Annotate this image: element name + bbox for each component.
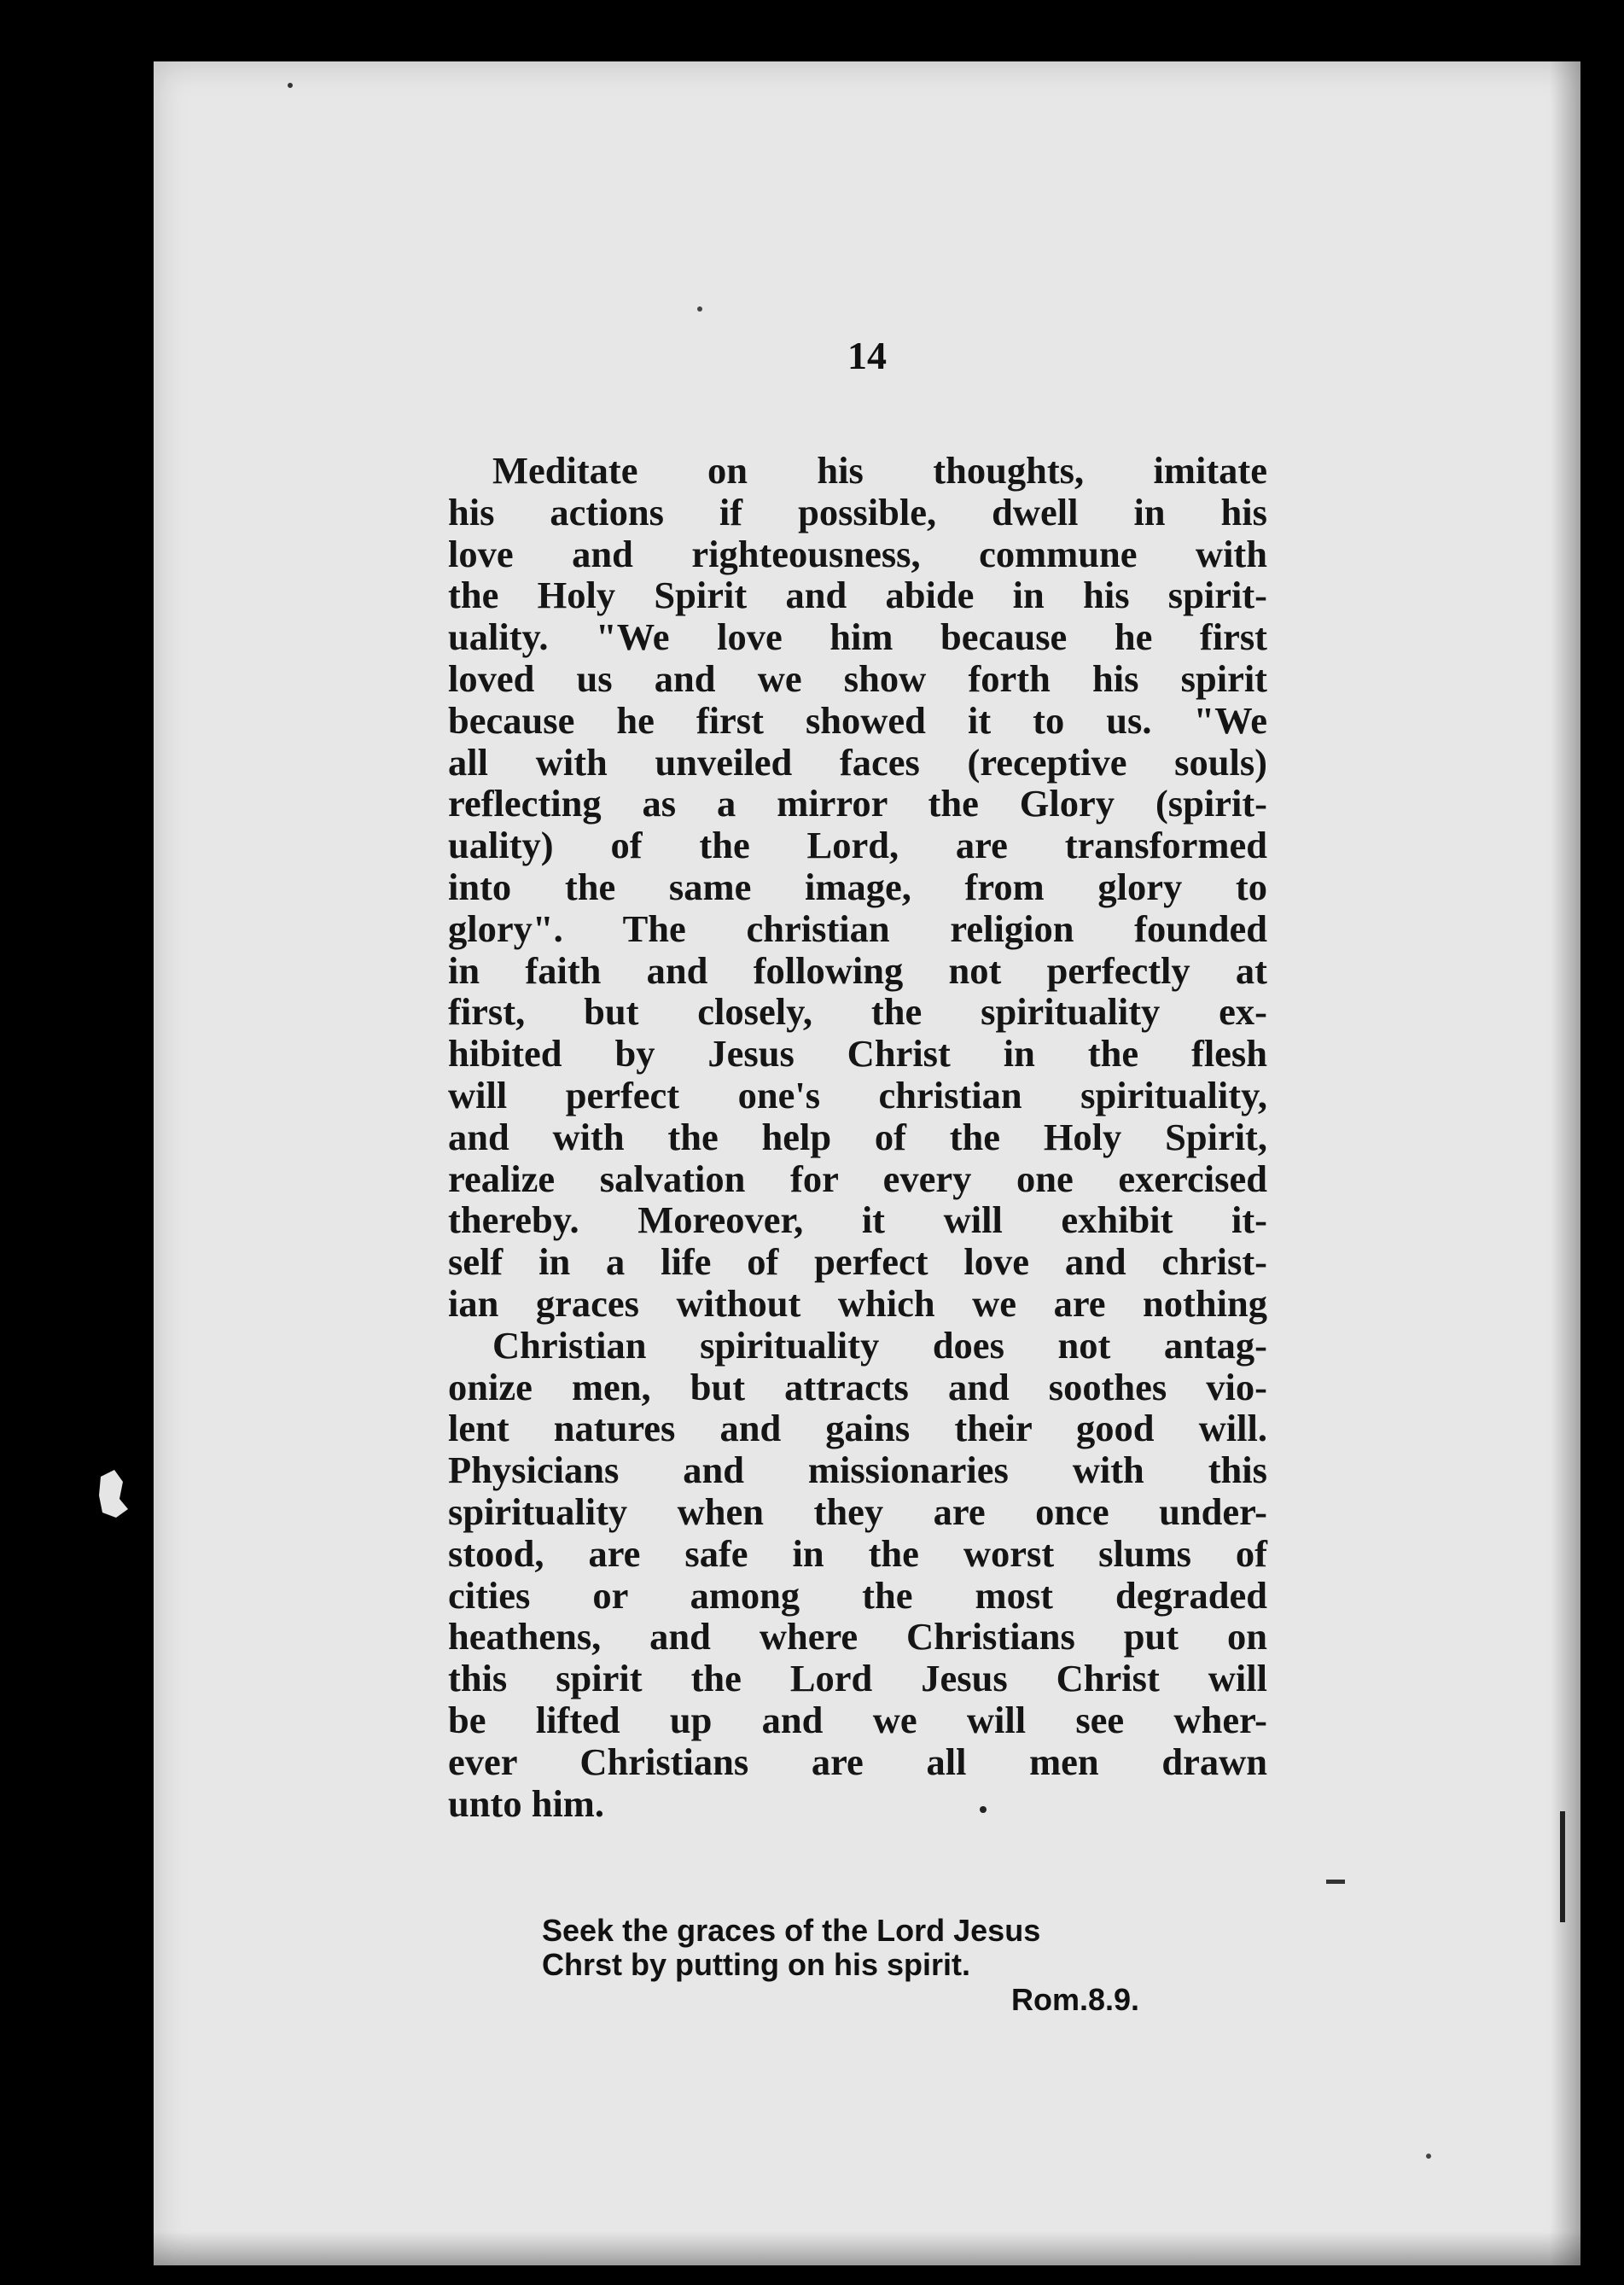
closing-note: [542, 1914, 1208, 1982]
text-line: heathens, and where Christians put on: [448, 1615, 1267, 1658]
text-line: Christian spirituality does not antag-: [492, 1323, 1267, 1367]
text-line: unto him.: [448, 1781, 604, 1825]
text-line: this spirit the Lord Jesus Christ will: [448, 1657, 1267, 1700]
closing-line: Seek the graces of the Lord Jesus: [542, 1913, 1041, 1948]
text-line: self in a life of perfect love and christ-: [448, 1240, 1267, 1284]
text-line: glory". The christian religion founded: [448, 906, 1267, 950]
text-line: ian graces without which we are nothing: [448, 1281, 1267, 1325]
text-line: Meditate on his thoughts, imitate: [492, 449, 1267, 492]
text-line: into the same image, from glory to: [448, 865, 1267, 908]
closing-line: Chrst by putting on his spirit.: [542, 1947, 970, 1982]
page-number: 14: [847, 334, 887, 377]
page-edge-shadow-bottom: [154, 2231, 1580, 2265]
text-line: lent natures and gains their good will.: [448, 1407, 1267, 1450]
text-line: the Holy Spirit and abide in his spirit-: [448, 574, 1267, 617]
text-line: in faith and following not perfectly at: [448, 948, 1267, 992]
text-line: be lifted up and we will see wher-: [448, 1698, 1267, 1741]
text-line: thereby. Moreover, it will exhibit it-: [448, 1198, 1267, 1242]
text-line: will perfect one's christian spirituality,: [448, 1073, 1267, 1116]
book-page: [154, 61, 1580, 2265]
text-line: reflecting as a mirror the Glory (spirit-: [448, 782, 1267, 825]
text-line: his actions if possible, dwell in his: [448, 490, 1267, 533]
text-line: realize salvation for every one exercised: [448, 1157, 1267, 1200]
text-line: hibited by Jesus Christ in the flesh: [448, 1032, 1267, 1075]
text-line: love and righteousness, commune with: [448, 532, 1267, 575]
text-line: ever Christians are all men drawn: [448, 1740, 1267, 1783]
text-line: loved us and we show forth his spirit: [448, 656, 1267, 700]
text-line: all with unveiled faces (receptive souls): [448, 740, 1267, 784]
paragraph-1: [448, 450, 1267, 1325]
text-line: Physicians and missionaries with this: [448, 1449, 1267, 1492]
text-line: cities or among the most degraded: [448, 1573, 1267, 1617]
text-line: uality) of the Lord, are transformed: [448, 824, 1267, 867]
text-line: stood, are safe in the worst slums of: [448, 1531, 1267, 1575]
text-line: uality. "We love him because he first: [448, 615, 1267, 659]
paragraph-2: [448, 1325, 1267, 1825]
text-line: and with the help of the Holy Spirit,: [448, 1115, 1267, 1158]
text-line: onize men, but attracts and soothes vio-: [448, 1365, 1267, 1408]
body-text: [448, 450, 1267, 1824]
text-line: because he first showed it to us. "We: [448, 698, 1267, 742]
scripture-reference: Rom.8.9.: [1011, 1982, 1140, 2017]
text-line: spirituality when they are once under-: [448, 1489, 1267, 1533]
page-edge-shadow: [1550, 61, 1580, 2265]
text-line: first, but closely, the spirituality ex-: [448, 990, 1267, 1034]
